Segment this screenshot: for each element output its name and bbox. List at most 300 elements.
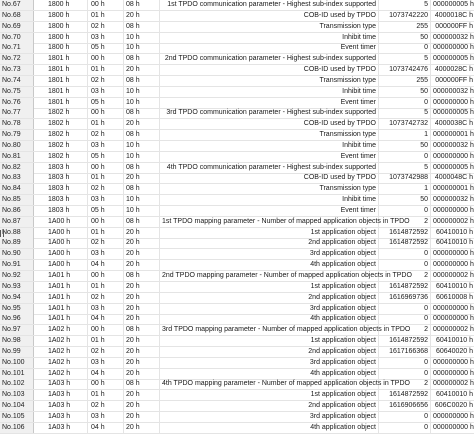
sub-index: 03 h	[88, 304, 124, 314]
object-index: 1A00 h	[34, 238, 88, 248]
data-length: 10 h	[124, 141, 160, 151]
parameter-hex-value: 000000000 h	[433, 261, 474, 269]
parameter-hex-value: 000000FF h	[435, 76, 473, 84]
sub-index: 03 h	[88, 249, 124, 259]
parameter-name: 3rd application object	[160, 412, 379, 422]
sub-index: 02 h	[88, 76, 124, 86]
parameter-hex-value: 000000000 h	[433, 304, 474, 312]
data-length: 10 h	[124, 195, 160, 205]
parameter-value: 255	[379, 76, 431, 86]
sub-index: 04 h	[88, 423, 124, 433]
data-length: 20 h	[124, 65, 160, 75]
object-index: 1803 h	[34, 173, 88, 183]
parameter-value: 1616906656	[379, 401, 431, 411]
row-number: No.93	[0, 282, 34, 292]
parameter-hex-value: 606C0020 h	[434, 402, 473, 410]
sub-index: 02 h	[88, 347, 124, 357]
object-index: 1A01 h	[34, 314, 88, 324]
parameter-name: 2nd application object	[160, 238, 379, 248]
parameter-hex-value: 000000005 h	[433, 55, 474, 63]
object-index: 1A02 h	[34, 336, 88, 346]
row-number: No.78	[0, 119, 34, 129]
parameter-hex-value: 4000018C h	[434, 11, 473, 19]
parameter-value: 50	[379, 195, 431, 205]
data-length: 20 h	[124, 412, 160, 422]
parameter-hex-value: 000000005 h	[433, 163, 474, 171]
table-row[interactable]	[0, 390, 474, 401]
sub-index: 00 h	[88, 325, 124, 335]
data-length: 10 h	[124, 43, 160, 53]
data-length: 20 h	[124, 358, 160, 368]
row-number: No.69	[0, 22, 34, 32]
parameter-name: Inhibit time	[160, 33, 379, 43]
parameter-name: 3rd application object	[160, 249, 379, 259]
parameter-value: 50	[379, 87, 431, 97]
row-number: No.105	[0, 412, 34, 422]
parameter-name: 2nd application object	[160, 293, 379, 303]
row-number: No.100	[0, 358, 34, 368]
sub-index: 01 h	[88, 173, 124, 183]
parameter-value: 50	[379, 33, 431, 43]
data-length: 20 h	[124, 401, 160, 411]
data-length: 08 h	[124, 325, 160, 335]
parameter-hex-value: 000000000 h	[433, 358, 474, 366]
object-index: 1802 h	[34, 130, 88, 140]
object-index: 1A00 h	[34, 260, 88, 270]
parameter-value: 1073742732	[379, 119, 431, 129]
parameter-value: 0	[379, 206, 431, 216]
table-row[interactable]	[0, 76, 474, 87]
parameter-name: 4th application object	[160, 260, 379, 270]
table-row[interactable]	[0, 33, 474, 44]
sub-index: 00 h	[88, 271, 124, 281]
table-row[interactable]	[0, 228, 474, 239]
parameter-value: 5	[379, 163, 431, 173]
table-row[interactable]	[0, 336, 474, 347]
parameter-name: Event timer	[160, 206, 379, 216]
row-number: No.82	[0, 163, 34, 173]
parameter-name: 3rd TPDO communication parameter - Highest sub-index supported	[160, 108, 379, 118]
parameter-value: 1614872592	[379, 282, 431, 292]
row-number: No.70	[0, 33, 34, 43]
parameter-hex-value: 000000002 h	[433, 272, 474, 279]
object-index: 1A03 h	[34, 423, 88, 433]
row-number: No.98	[0, 336, 34, 346]
parameter-hex-value: 4000038C h	[434, 120, 473, 128]
sub-index: 03 h	[88, 412, 124, 422]
table-row[interactable]	[0, 206, 474, 217]
parameter-name: 1st application object	[160, 390, 379, 400]
data-length: 20 h	[124, 390, 160, 400]
data-length: 08 h	[124, 76, 160, 86]
sub-index: 05 h	[88, 98, 124, 108]
parameter-value: 1073742476	[379, 65, 431, 75]
sub-index: 00 h	[88, 54, 124, 64]
parameter-hex-value: 000000002 h	[433, 326, 474, 334]
sub-index: 01 h	[88, 11, 124, 21]
object-index: 1802 h	[34, 141, 88, 151]
sub-index: 03 h	[88, 33, 124, 43]
table-row[interactable]	[0, 304, 474, 315]
data-length: 20 h	[124, 173, 160, 183]
sub-index: 01 h	[88, 228, 124, 238]
parameter-value: 1073742220	[379, 11, 431, 21]
sub-index: 02 h	[88, 22, 124, 32]
data-length: 10 h	[124, 152, 160, 162]
parameter-value: 5	[379, 0, 431, 10]
row-number: No.72	[0, 54, 34, 64]
object-index: 1800 h	[34, 43, 88, 53]
parameter-value: 255	[379, 22, 431, 32]
table-row[interactable]	[0, 22, 474, 33]
data-length: 08 h	[124, 217, 160, 227]
data-length: 10 h	[124, 206, 160, 216]
parameter-value: 0	[379, 369, 431, 379]
parameter-name: Inhibit time	[160, 195, 379, 205]
object-index: 1A03 h	[34, 390, 88, 400]
row-number: No.71	[0, 43, 34, 53]
parameter-hex-value: 000000FF h	[435, 22, 473, 30]
sub-index: 02 h	[88, 293, 124, 303]
table-row[interactable]	[0, 314, 474, 325]
parameter-value: 0	[379, 314, 431, 324]
table-row[interactable]	[0, 173, 474, 184]
table-row[interactable]	[0, 130, 474, 141]
table-row[interactable]	[0, 347, 474, 358]
table-row[interactable]	[0, 369, 474, 380]
data-length: 20 h	[124, 249, 160, 259]
sub-index: 02 h	[88, 184, 124, 194]
data-length: 20 h	[124, 314, 160, 324]
parameter-name: Event timer	[160, 98, 379, 108]
object-index: 1A02 h	[34, 369, 88, 379]
table-row[interactable]	[0, 141, 474, 152]
table-row[interactable]	[0, 412, 474, 423]
parameter-name: Transmission type	[160, 130, 379, 140]
row-number: No.74	[0, 76, 34, 86]
table-row[interactable]	[0, 163, 474, 174]
parameter-hex-value: 4000028C h	[434, 66, 473, 74]
row-number: No.90	[0, 249, 34, 259]
parameter-name: 3rd application object	[160, 304, 379, 314]
sub-index: 00 h	[88, 163, 124, 173]
data-length: 08 h	[124, 271, 160, 281]
object-index: 1802 h	[34, 108, 88, 118]
table-row[interactable]	[0, 358, 474, 369]
parameter-hex-value: 000000000 h	[433, 315, 474, 323]
table-row[interactable]	[0, 54, 474, 65]
data-length: 10 h	[124, 98, 160, 108]
table-row[interactable]	[0, 152, 474, 163]
data-length: 20 h	[124, 304, 160, 314]
table-row[interactable]	[0, 87, 474, 98]
parameter-value: 1617166368	[379, 347, 431, 357]
table-row[interactable]	[0, 108, 474, 119]
parameter-hex-value: 000000032 h	[433, 33, 474, 41]
table-row[interactable]	[0, 11, 474, 22]
parameter-name: COB-ID used by TPDO	[160, 173, 379, 183]
row-number: No.79	[0, 130, 34, 140]
data-length: 08 h	[124, 130, 160, 140]
sub-index: 01 h	[88, 336, 124, 346]
parameter-value: 5	[379, 54, 431, 64]
row-number: No.97	[0, 325, 34, 335]
parameter-value: 0	[379, 423, 431, 433]
object-index: 1A02 h	[34, 358, 88, 368]
parameter-name: Transmission type	[160, 184, 379, 194]
row-number: No.95	[0, 304, 34, 314]
parameter-value: 2	[379, 379, 431, 389]
table-row[interactable]	[0, 379, 474, 390]
row-number: No.81	[0, 152, 34, 162]
sub-index: 03 h	[88, 195, 124, 205]
parameter-value: 1614872592	[379, 238, 431, 248]
row-number: No.84	[0, 184, 34, 194]
sub-index: 00 h	[88, 108, 124, 118]
row-number: No.103	[0, 390, 34, 400]
parameter-value: 0	[379, 249, 431, 259]
parameter-value: 5	[379, 108, 431, 118]
row-number: No.68	[0, 11, 34, 21]
row-number: No.104	[0, 401, 34, 411]
table-row[interactable]	[0, 65, 474, 76]
sub-index: 02 h	[88, 238, 124, 248]
parameter-name: Inhibit time	[160, 141, 379, 151]
object-index: 1801 h	[34, 76, 88, 86]
parameter-hex-value: 60610008 h	[436, 293, 473, 301]
object-index: 1803 h	[34, 184, 88, 194]
data-length: 20 h	[124, 282, 160, 292]
object-index: 1A02 h	[34, 347, 88, 357]
parameter-name: Inhibit time	[160, 87, 379, 97]
sub-index: 00 h	[88, 379, 124, 389]
object-index: 1801 h	[34, 98, 88, 108]
parameter-name: 1st application object	[160, 336, 379, 346]
parameter-name: 2nd TPDO mapping parameter - Number of mapped application objects in TPDO	[162, 272, 412, 279]
data-length: 20 h	[124, 260, 160, 270]
parameter-name: 1st TPDO mapping parameter - Number of mapped application objects in TPDO	[162, 217, 410, 225]
object-index: 1801 h	[34, 87, 88, 97]
row-number: No.77	[0, 108, 34, 118]
parameter-value: 50	[379, 141, 431, 151]
parameter-value: 1614872592	[379, 390, 431, 400]
object-index: 1A02 h	[34, 325, 88, 335]
parameter-name: 3rd TPDO mapping parameter - Number of mapped application objects in TPDO	[162, 326, 411, 334]
parameter-name: Event timer	[160, 152, 379, 162]
parameter-hex-value: 000000005 h	[433, 1, 474, 8]
sub-index: 05 h	[88, 43, 124, 53]
parameter-value: 2	[379, 325, 431, 335]
row-number: No.76	[0, 98, 34, 108]
parameter-value: 0	[379, 152, 431, 162]
parameter-hex-value: 000000000 h	[433, 423, 474, 431]
sub-index: 01 h	[88, 119, 124, 129]
data-length: 10 h	[124, 33, 160, 43]
row-number: No.67	[0, 0, 34, 10]
sub-index: 04 h	[88, 369, 124, 379]
sub-index: 05 h	[88, 206, 124, 216]
sub-index: 02 h	[88, 401, 124, 411]
parameter-value: 0	[379, 98, 431, 108]
parameter-value: 1614872592	[379, 228, 431, 238]
table-row[interactable]	[0, 43, 474, 54]
parameter-value: 0	[379, 412, 431, 422]
data-length: 20 h	[124, 293, 160, 303]
object-index: 1801 h	[34, 65, 88, 75]
object-index: 1A00 h	[34, 228, 88, 238]
object-index: 1A01 h	[34, 293, 88, 303]
parameter-hex-value: 60410010 h	[436, 282, 473, 290]
row-number: No.83	[0, 173, 34, 183]
table-row[interactable]	[0, 195, 474, 206]
parameter-hex-value: 000000000 h	[433, 206, 474, 214]
table-row[interactable]	[0, 119, 474, 130]
data-length: 20 h	[124, 11, 160, 21]
row-number: No.92	[0, 271, 34, 281]
parameter-name: 2nd application object	[160, 347, 379, 357]
parameter-name: 1st TPDO communication parameter - Highest sub-index supported	[160, 0, 379, 10]
object-index: 1A03 h	[34, 379, 88, 389]
table-row[interactable]	[0, 238, 474, 249]
parameter-hex-value: 60640020 h	[436, 347, 473, 355]
parameter-hex-value: 000000002 h	[433, 217, 474, 225]
sub-index: 04 h	[88, 314, 124, 324]
table-row[interactable]	[0, 217, 474, 228]
object-index: 1A00 h	[34, 217, 88, 227]
object-index: 1800 h	[34, 11, 88, 21]
object-index: 1A01 h	[34, 271, 88, 281]
parameter-name: COB-ID used by TPDO	[160, 11, 379, 21]
table-row[interactable]	[0, 282, 474, 293]
parameter-name: 2nd application object	[160, 401, 379, 411]
data-length: 20 h	[124, 336, 160, 346]
parameter-hex-value: 000000002 h	[433, 380, 474, 388]
parameter-value: 0	[379, 260, 431, 270]
object-index: 1803 h	[34, 206, 88, 216]
parameter-hex-value: 000000000 h	[433, 44, 474, 52]
parameter-name: 3rd application object	[160, 358, 379, 368]
parameter-hex-value: 000000000 h	[433, 152, 474, 160]
parameter-hex-value: 60410010 h	[436, 228, 473, 236]
parameter-hex-value: 60410010 h	[436, 391, 473, 399]
parameter-hex-value: 60410010 h	[436, 337, 473, 345]
parameter-name: Transmission type	[160, 76, 379, 86]
object-index: 1800 h	[34, 22, 88, 32]
row-number: No.89	[0, 238, 34, 248]
data-length: 20 h	[124, 238, 160, 248]
row-number: No.75	[0, 87, 34, 97]
row-number: No.91	[0, 260, 34, 270]
table-row[interactable]	[0, 423, 474, 434]
sub-index: 03 h	[88, 358, 124, 368]
sub-index: 03 h	[88, 87, 124, 97]
parameter-value: 1073742988	[379, 173, 431, 183]
data-length: 08 h	[124, 163, 160, 173]
table-row[interactable]	[0, 271, 474, 282]
parameter-name: 4th application object	[160, 423, 379, 433]
parameter-value: 1616969736	[379, 293, 431, 303]
data-length: 20 h	[124, 119, 160, 129]
row-number: No.102	[0, 379, 34, 389]
object-index: 1A01 h	[34, 304, 88, 314]
row-resize-handle[interactable]	[0, 230, 4, 237]
sub-index: 03 h	[88, 141, 124, 151]
parameter-value: 2	[379, 271, 431, 281]
data-length: 20 h	[124, 423, 160, 433]
data-length: 08 h	[124, 108, 160, 118]
row-number: No.86	[0, 206, 34, 216]
parameter-name: 4th application object	[160, 369, 379, 379]
table-row[interactable]	[0, 325, 474, 336]
table-row[interactable]	[0, 184, 474, 195]
object-index: 1801 h	[34, 54, 88, 64]
parameter-value: 1	[379, 130, 431, 140]
parameter-hex-value: 000000032 h	[433, 87, 474, 95]
row-number: No.106	[0, 423, 34, 433]
object-index: 1800 h	[34, 0, 88, 10]
parameter-hex-value: 4000048C h	[434, 174, 473, 182]
parameter-hex-value: 000000032 h	[433, 196, 474, 204]
row-number: No.87	[0, 217, 34, 227]
parameter-value: 2	[379, 217, 431, 227]
sub-index: 01 h	[88, 282, 124, 292]
parameter-name: Transmission type	[160, 22, 379, 32]
sub-index: 00 h	[88, 0, 124, 10]
data-length: 20 h	[124, 228, 160, 238]
row-number: No.73	[0, 65, 34, 75]
parameter-hex-value: 000000000 h	[433, 412, 474, 420]
table-row[interactable]	[0, 401, 474, 412]
parameter-name: 4th TPDO mapping parameter - Number of mapped application objects in TPDO	[162, 380, 410, 388]
parameter-hex-value: 60410010 h	[436, 239, 473, 247]
row-number: No.80	[0, 141, 34, 151]
parameter-hex-value: 000000001 h	[433, 131, 474, 139]
parameter-hex-value: 000000000 h	[433, 250, 474, 258]
sub-index: 04 h	[88, 260, 124, 270]
table-row[interactable]	[0, 0, 474, 11]
row-number: No.101	[0, 369, 34, 379]
sub-index: 01 h	[88, 65, 124, 75]
object-index: 1A00 h	[34, 249, 88, 259]
sub-index: 01 h	[88, 390, 124, 400]
table-row[interactable]	[0, 249, 474, 260]
parameter-hex-value: 000000000 h	[433, 369, 474, 377]
object-index: 1A03 h	[34, 412, 88, 422]
table-row[interactable]	[0, 98, 474, 109]
table-row[interactable]	[0, 293, 474, 304]
sub-index: 05 h	[88, 152, 124, 162]
object-index: 1802 h	[34, 152, 88, 162]
row-number: No.99	[0, 347, 34, 357]
sub-index: 02 h	[88, 130, 124, 140]
row-number: No.94	[0, 293, 34, 303]
row-number: No.96	[0, 314, 34, 324]
object-index: 1803 h	[34, 195, 88, 205]
parameter-hex-value: 000000001 h	[433, 185, 474, 193]
table-row[interactable]	[0, 260, 474, 271]
parameter-hex-value: 000000000 h	[433, 98, 474, 106]
object-index: 1A01 h	[34, 282, 88, 292]
object-index: 1A03 h	[34, 401, 88, 411]
row-number: No.88	[0, 228, 34, 238]
object-index: 1802 h	[34, 119, 88, 129]
parameter-value: 0	[379, 43, 431, 53]
parameter-value: 1614872592	[379, 336, 431, 346]
parameter-value: 0	[379, 304, 431, 314]
data-length: 08 h	[124, 54, 160, 64]
data-length: 08 h	[124, 0, 160, 10]
object-index: 1800 h	[34, 33, 88, 43]
